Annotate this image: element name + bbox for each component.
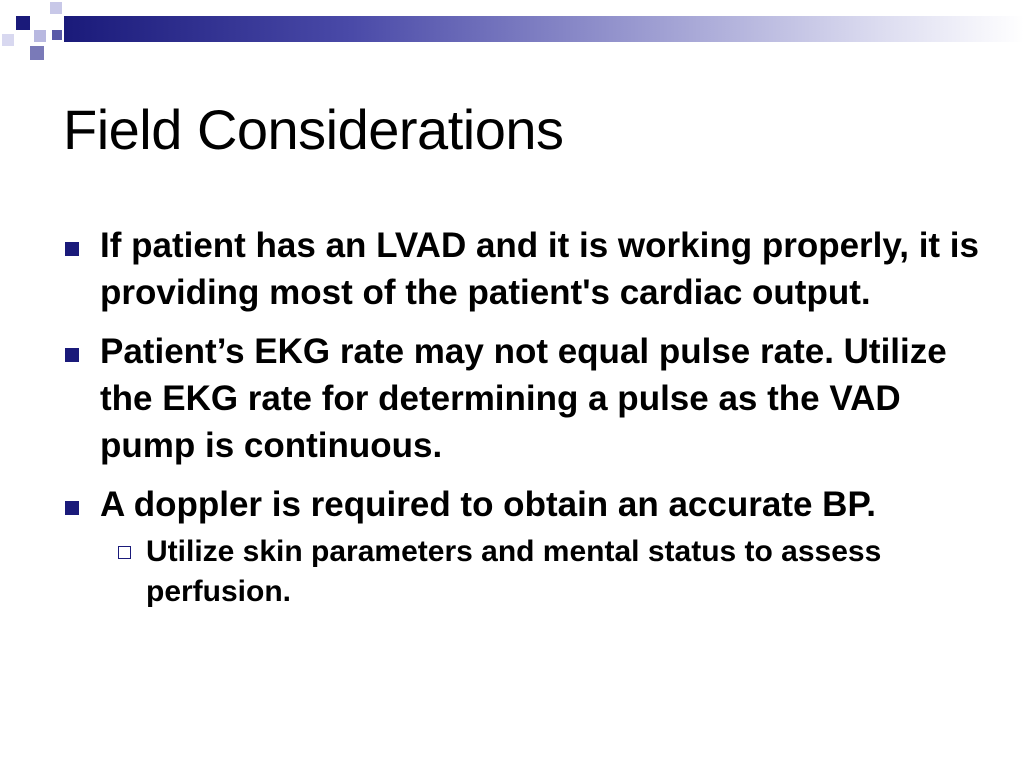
- bullet-text: If patient has an LVAD and it is working properly, it is providing most of the patient's cardiac output.: [100, 226, 979, 312]
- hollow-square-bullet-icon: [118, 546, 131, 559]
- filled-square-bullet-icon: [65, 501, 79, 515]
- sub-bullet-text: Utilize skin parameters and mental status to assess perfusion.: [146, 535, 882, 608]
- filled-square-bullet-icon: [65, 348, 79, 362]
- bullet-item: [60, 328, 990, 469]
- sub-bullet-item: [60, 532, 990, 612]
- decor-square-light: [34, 30, 46, 42]
- gradient-header-bar: [64, 16, 1024, 42]
- bullet-item: [60, 222, 990, 316]
- bullet-text: Patient’s EKG rate may not equal pulse rate. Utilize the EKG rate for determining a pulse as the VAD pump is continuous.: [100, 332, 947, 465]
- filled-square-bullet-icon: [65, 242, 79, 256]
- decor-square-dark: [16, 16, 30, 30]
- slide-content: [60, 222, 990, 612]
- bullet-text: A doppler is required to obtain an accurate BP.: [100, 485, 876, 524]
- decor-square-light: [2, 34, 14, 46]
- decor-square-medium: [30, 46, 44, 60]
- slide-title: Field Considerations: [63, 98, 564, 161]
- bullet-item: [60, 481, 990, 528]
- decor-square-light: [50, 2, 62, 14]
- decorative-header: [0, 0, 1024, 70]
- decor-square-medium: [52, 30, 62, 40]
